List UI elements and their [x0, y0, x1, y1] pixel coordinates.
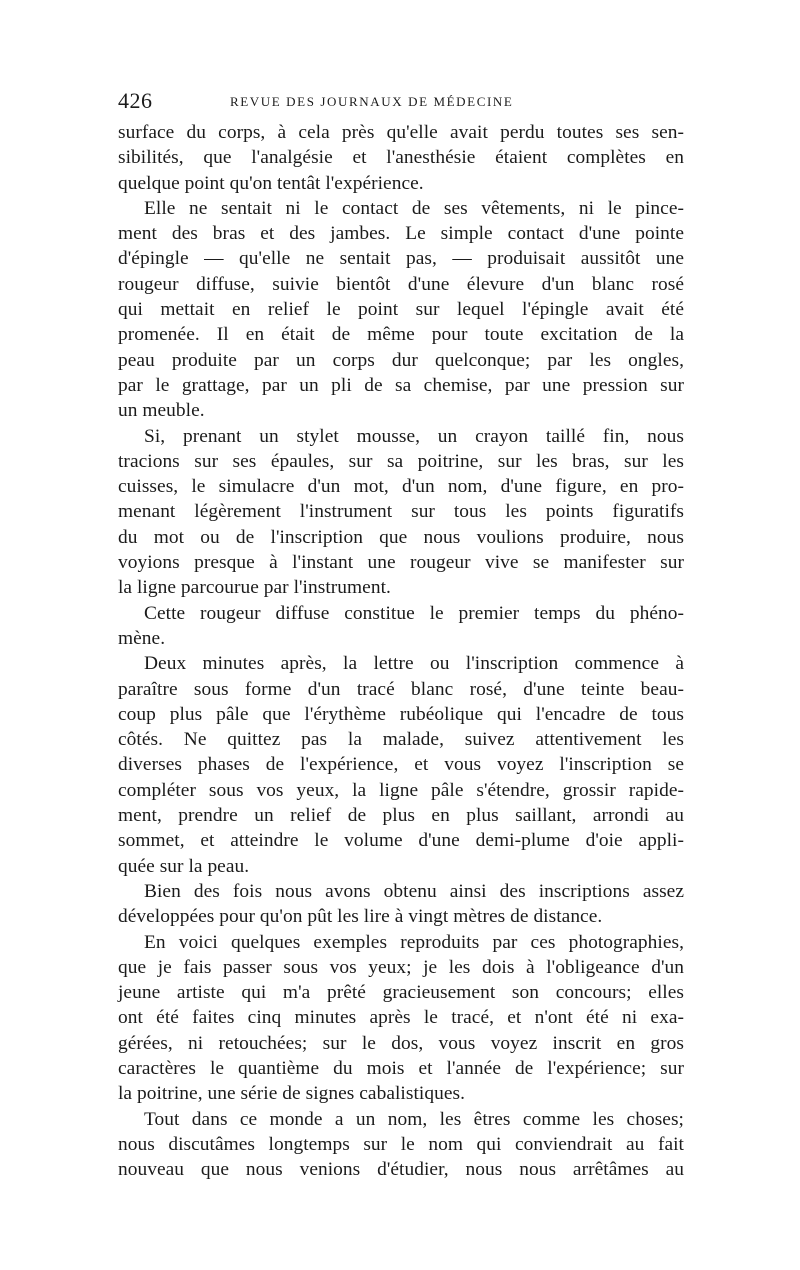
- text-line: la poitrine, une série de signes cabalistiques.: [118, 1083, 465, 1105]
- text-line: d'épingle — qu'elle ne sentait pas, — produisait aussitôt une: [118, 248, 684, 270]
- text-line: diverses phases de l'expérience, et vous voyez l'inscription se: [118, 754, 684, 776]
- text-line: paraître sous forme d'un tracé blanc rosé, d'une teinte beau-: [118, 678, 684, 700]
- text-line: cuisses, le simulacre d'un mot, d'un nom, d'une figure, en pro-: [118, 476, 684, 498]
- text-line: Elle ne sentait ni le contact de ses vêtements, ni le pince-: [144, 197, 684, 219]
- text-line: coup plus pâle que l'érythème rubéolique qui l'encadre de tous: [118, 703, 684, 725]
- text-line: compléter sous vos yeux, la ligne pâle s'étendre, grossir rapide-: [118, 779, 684, 801]
- running-head: REVUE DES JOURNAUX DE MÉDECINE: [230, 94, 514, 109]
- text-line: En voici quelques exemples reproduits par ces photographies,: [144, 931, 684, 953]
- text-line: rougeur diffuse, suivie bientôt d'une élevure d'un blanc rosé: [118, 273, 684, 295]
- paragraph: [118, 930, 684, 1107]
- text-line: sommet, et atteindre le volume d'une demi-plume d'oie appli-: [118, 830, 684, 852]
- text-line: jeune artiste qui m'a prêté gracieusement son concours; elles: [118, 982, 684, 1004]
- text-line: que je fais passer sous vos yeux; je les dois à l'obligeance d'un: [118, 956, 684, 978]
- page: [118, 88, 684, 1182]
- text-line: promenée. Il en était de même pour toute excitation de la: [118, 324, 684, 346]
- paragraph: [118, 1107, 684, 1183]
- text-line: nouveau que nous venions d'étudier, nous nous arrêtâmes au: [118, 1159, 684, 1181]
- text-line: tracions sur ses épaules, sur sa poitrine, sur les bras, sur les: [118, 450, 684, 472]
- paragraph: [118, 879, 684, 930]
- text-line: côtés. Ne quittez pas la malade, suivez attentivement les: [118, 729, 684, 751]
- paragraph: [118, 196, 684, 424]
- text-line: Tout dans ce monde a un nom, les êtres comme les choses;: [144, 1108, 684, 1130]
- text-line: Bien des fois nous avons obtenu ainsi des inscriptions assez: [144, 880, 684, 902]
- text-line: nous discutâmes longtemps sur le nom qui conviendrait au fait: [118, 1133, 684, 1155]
- paragraph: [118, 120, 684, 196]
- page-number: 426: [118, 88, 153, 113]
- paragraph: [118, 424, 684, 601]
- text-line: ment des bras et des jambes. Le simple contact d'une pointe: [118, 223, 684, 245]
- text-line: Cette rougeur diffuse constitue le premier temps du phéno-: [144, 602, 684, 624]
- text-line: Si, prenant un stylet mousse, un crayon taillé fin, nous: [144, 425, 684, 447]
- text-line: la ligne parcourue par l'instrument.: [118, 577, 391, 599]
- text-line: peau produite par un corps dur quelconque; par les ongles,: [118, 349, 684, 371]
- paragraph: [118, 601, 684, 652]
- text-line: ment, prendre un relief de plus en plus saillant, arrondi au: [118, 805, 684, 827]
- text-line: un meuble.: [118, 400, 205, 422]
- text-line: sibilités, que l'analgésie et l'anesthésie étaient complètes en: [118, 147, 684, 169]
- text-line: quelque point qu'on tentât l'expérience.: [118, 172, 424, 194]
- text-line: gérées, ni retouchées; sur le dos, vous voyez inscrit en gros: [118, 1032, 684, 1054]
- text-line: par le grattage, par un pli de sa chemise, par une pression sur: [118, 374, 684, 396]
- text-line: développées pour qu'on pût les lire à vingt mètres de distance.: [118, 906, 603, 928]
- text-line: surface du corps, à cela près qu'elle avait perdu toutes ses sen-: [118, 122, 684, 143]
- text-line: voyions presque à l'instant une rougeur vive se manifester sur: [118, 552, 684, 574]
- text-line: menant légèrement l'instrument sur tous les points figuratifs: [118, 501, 684, 523]
- text-line: qui mettait en relief le point sur lequel l'épingle avait été: [118, 299, 684, 321]
- text-line: quée sur la peau.: [118, 855, 250, 877]
- text-line: mène.: [118, 627, 166, 649]
- page-header: [118, 88, 684, 120]
- body-text: [118, 120, 684, 1182]
- paragraph: [118, 651, 684, 879]
- text-line: ont été faites cinq minutes après le tracé, et n'ont été ni exa-: [118, 1007, 684, 1029]
- text-line: du mot ou de l'inscription que nous voulions produire, nous: [118, 526, 684, 548]
- text-line: Deux minutes après, la lettre ou l'inscription commence à: [144, 653, 684, 675]
- text-line: caractères le quantième du mois et l'année de l'expérience; sur: [118, 1057, 684, 1079]
